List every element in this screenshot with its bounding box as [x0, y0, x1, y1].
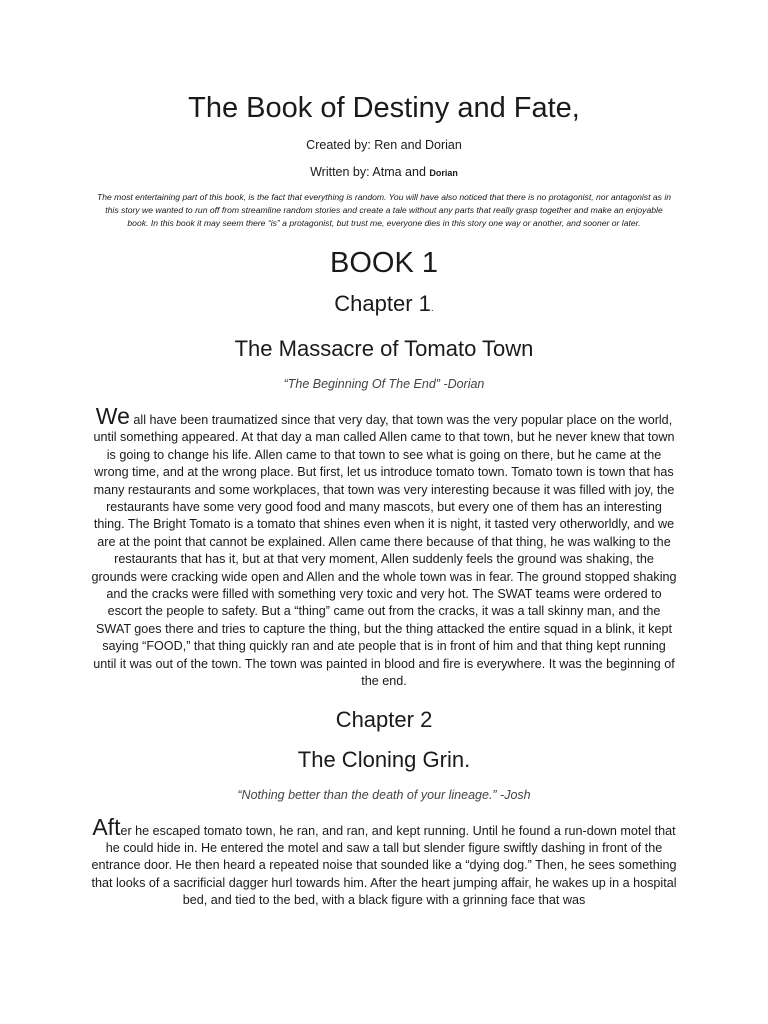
- chapter-1-body-text: all have been traumatized since that very day, that town was the very popular place on the world, until something appeared. At that day a man called Allen came to that town, but he never knew that town is going to change his life. Allen came to that town to see what is going on there, but he came at the wrong time, and at the wrong place. But first, let us introduce tomato town. Tomato town is town that has many restaurants and some workplaces, that town was very interesting because it was filled with joy, the restaurants have some very good food and many mascots, but every one of them has an interesting thing. The Bright Tomato is a tomato that shines even when it is night, it tasted very otherworldly, and we are at the point that cannot be explained. Allen came there because of that thing, he was walking to the restaurants that has it, but at that very moment, Allen suddenly feels the ground was shaking, the grounds were cracking wide open and Allen and the whole town was in fear. The ground stopped shaking and the cracks were filled with something very toxic and very hot. The SWAT teams were ordered to escort the people to safety. But a “thing” came out from the cracks, it was a tall skinny man, and the SWAT goes there and tries to capture the thing, but the thing attacked the entire squad in a blink, it kept saying “FOOD,” that thing quickly ran and ate people that is in front of him and that thing kept running until it was out of the town. The town was painted in blood and fire is everywhere. It was the beginning of the end.: [91, 413, 677, 689]
- written-by-line: [90, 164, 678, 181]
- chapter-2-quote: “Nothing better than the death of your lineage.” -Josh: [237, 787, 531, 802]
- chapter-2-body: [90, 813, 678, 910]
- chapter-1-quote: “The Beginning Of The End” -Dorian: [283, 377, 485, 391]
- chapter-2-number: Chapter 2: [335, 706, 433, 732]
- chapter-1-title: The Massacre of Tomato Town: [234, 336, 534, 361]
- written-by-text: Written by: Atma and: [310, 165, 426, 179]
- chapter-2-title: The Cloning Grin.: [297, 746, 471, 772]
- intro-paragraph: The most entertaining part of this book, is the fact that everything is random. You will have also noticed that there is no protagonist, nor antagonist as in this story we wanted to run off from streamline random stories and create a tale without any parts that really grasp together and make an enjoyable book. In this book it may seem there “is” a protagonist, but trust me, everyone dies in this story one way or another, and sooner or later.: [96, 192, 672, 228]
- book-heading: BOOK 1: [330, 247, 438, 279]
- chapter-1-dropcap: We: [95, 403, 130, 429]
- chapter-1-body: [90, 403, 678, 691]
- chapter-1-number-text: Chapter 1: [334, 291, 431, 316]
- chapter-2-dropcap: Aft: [92, 813, 121, 840]
- document-title: The Book of Destiny and Fate,: [188, 92, 580, 124]
- chapter-2-body-text: er he escaped tomato town, he ran, and ran, and kept running. Until he found a run-down motel that he could hide in. He entered the motel and saw a tall but slender figure swiftly dashing in front of the entrance door. He then heard a repeated noise that sounded like a “dying dog.” Then, he sees something that looks of a sacrificial dagger hurl towards him. After the heart jumping affair, he wakes up in a hospital bed, and tied to the bed, with a black figure with a grinning face that was: [91, 823, 677, 908]
- written-by-coauthor: Dorian: [429, 168, 458, 178]
- chapter-1-number: [90, 289, 678, 324]
- chapter-1-number-suffix: .: [430, 303, 434, 314]
- created-by-line: Created by: Ren and Dorian: [306, 138, 462, 152]
